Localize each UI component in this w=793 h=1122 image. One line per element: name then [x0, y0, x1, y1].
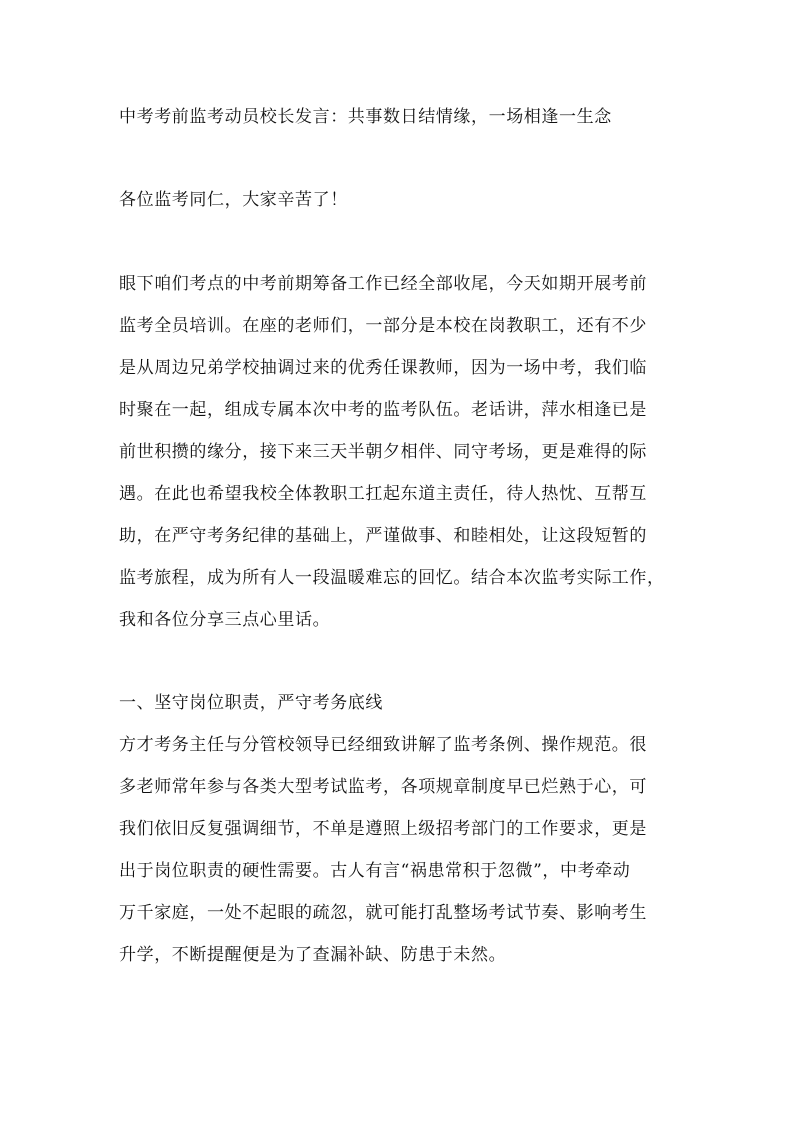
paragraph-line: 多老师常年参与各类大型考试监考，各项规章制度早已烂熟于心，可	[119, 777, 647, 797]
paragraph-line: 遇。在此也希望我校全体教职工扛起东道主责任，待人热忱、互帮互	[119, 484, 647, 504]
paragraph-line: 是从周边兄弟学校抽调过来的优秀任课教师，因为一场中考，我们临	[119, 358, 647, 378]
paragraph-line: 眼下咱们考点的中考前期筹备工作已经全部收尾，今天如期开展考前	[119, 274, 647, 294]
paragraph-line: 方才考务主任与分管校领导已经细致讲解了监考条例、操作规范。很	[119, 735, 647, 755]
paragraph-line: 我和各位分享三点心里话。	[119, 610, 331, 630]
paragraph-line: 前世积攒的缘分，接下来三天半朝夕相伴、同守考场，更是难得的际	[119, 442, 647, 462]
paragraph-line: 我们依旧反复强调细节，不单是遵照上级招考部门的工作要求，更是	[119, 819, 647, 839]
paragraph-line: 出于岗位职责的硬性需要。古人有言“祸患常积于忽微”，中考牵动	[119, 861, 631, 881]
paragraph-line: 时聚在一起，组成专属本次中考的监考队伍。老话讲，萍水相逢已是	[119, 400, 647, 420]
paragraph-line: 升学，不断提醒便是为了查漏补缺、防患于未然。	[119, 945, 507, 965]
paragraph-line: 万千家庭，一处不起眼的疏忽，就可能打乱整场考试节奏、影响考生	[119, 903, 647, 923]
document-title: 中考考前监考动员校长发言：共事数日结情缘，一场相逢一生念	[119, 107, 612, 127]
greeting: 各位监考同仁，大家辛苦了！	[119, 190, 348, 210]
section-heading: 一、坚守岗位职责，严守考务底线	[119, 693, 383, 713]
paragraph-line: 助，在严守考务纪律的基础上，严谨做事、和睦相处，让这段短暂的	[119, 526, 647, 546]
paragraph-line: 监考全员培训。在座的老师们，一部分是本校在岗教职工，还有不少	[119, 316, 647, 336]
paragraph-line: 监考旅程，成为所有人一段温暖难忘的回忆。结合本次监考实际工作，	[119, 568, 665, 588]
